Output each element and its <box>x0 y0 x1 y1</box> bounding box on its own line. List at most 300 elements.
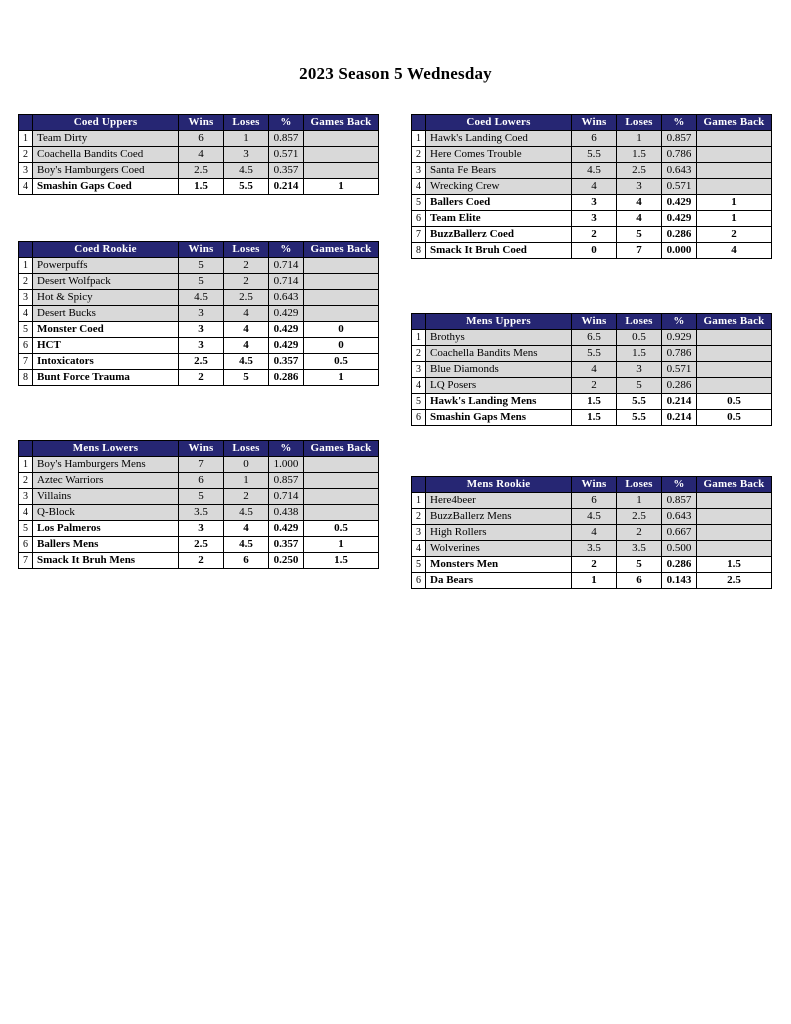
row-team-name: Boy's Hamburgers Coed <box>33 163 179 179</box>
row-wins: 4 <box>572 525 617 541</box>
row-pct: 0.857 <box>662 131 697 147</box>
row-pct: 0.786 <box>662 346 697 362</box>
table-row <box>19 457 379 473</box>
row-team-name: BuzzBallerz Mens <box>426 509 572 525</box>
header-rank <box>412 314 426 330</box>
table-row <box>19 322 379 338</box>
row-wins: 2 <box>179 370 224 386</box>
header-pct: % <box>269 115 304 131</box>
table-row <box>412 179 772 195</box>
row-pct: 0.857 <box>269 131 304 147</box>
row-games-back <box>304 473 379 489</box>
row-wins: 1.5 <box>572 410 617 426</box>
row-loses: 4 <box>224 338 269 354</box>
row-games-back <box>304 457 379 473</box>
row-team-name: Hawk's Landing Mens <box>426 394 572 410</box>
table-row <box>19 354 379 370</box>
row-rank: 3 <box>19 290 33 306</box>
row-wins: 3 <box>179 338 224 354</box>
row-pct: 0.214 <box>269 179 304 195</box>
table-body <box>412 477 772 589</box>
standings-table-coed-uppers <box>18 114 379 195</box>
table-row <box>19 473 379 489</box>
row-wins: 6 <box>572 493 617 509</box>
row-wins: 2.5 <box>179 354 224 370</box>
row-wins: 2 <box>179 553 224 569</box>
row-pct: 0.667 <box>662 525 697 541</box>
header-rank <box>412 477 426 493</box>
row-wins: 4 <box>179 147 224 163</box>
row-games-back: 1 <box>304 537 379 553</box>
row-team-name: Villains <box>33 489 179 505</box>
standings-table-coed-rookie <box>18 241 379 386</box>
table-body <box>412 314 772 426</box>
row-team-name: Powerpuffs <box>33 258 179 274</box>
row-rank: 5 <box>19 521 33 537</box>
row-games-back <box>304 489 379 505</box>
row-loses: 2 <box>224 258 269 274</box>
row-team-name: HCT <box>33 338 179 354</box>
table-row <box>412 378 772 394</box>
row-loses: 5 <box>617 378 662 394</box>
row-wins: 0 <box>572 243 617 259</box>
row-team-name: Coachella Bandits Coed <box>33 147 179 163</box>
row-rank: 5 <box>412 557 426 573</box>
row-team-name: Here Comes Trouble <box>426 147 572 163</box>
row-games-back: 0.5 <box>697 394 772 410</box>
row-wins: 1.5 <box>179 179 224 195</box>
row-wins: 4.5 <box>179 290 224 306</box>
header-loses: Loses <box>617 477 662 493</box>
row-team-name: Hawk's Landing Coed <box>426 131 572 147</box>
row-loses: 6 <box>224 553 269 569</box>
row-rank: 1 <box>412 131 426 147</box>
row-games-back: 0 <box>304 338 379 354</box>
row-team-name: Here4beer <box>426 493 572 509</box>
row-wins: 6.5 <box>572 330 617 346</box>
row-pct: 0.286 <box>269 370 304 386</box>
row-team-name: BuzzBallerz Coed <box>426 227 572 243</box>
row-pct: 0.286 <box>662 227 697 243</box>
table-row <box>19 290 379 306</box>
table-row <box>412 362 772 378</box>
header-rank <box>19 242 33 258</box>
row-rank: 7 <box>19 553 33 569</box>
row-rank: 6 <box>19 338 33 354</box>
row-team-name: Ballers Coed <box>426 195 572 211</box>
row-loses: 1.5 <box>617 147 662 163</box>
row-wins: 7 <box>179 457 224 473</box>
row-team-name: Desert Bucks <box>33 306 179 322</box>
row-team-name: Desert Wolfpack <box>33 274 179 290</box>
row-loses: 2.5 <box>224 290 269 306</box>
header-rank <box>19 441 33 457</box>
header-wins: Wins <box>572 477 617 493</box>
header-division: Mens Rookie <box>426 477 572 493</box>
table-row <box>412 346 772 362</box>
row-pct: 1.000 <box>269 457 304 473</box>
row-team-name: Boy's Hamburgers Mens <box>33 457 179 473</box>
header-wins: Wins <box>572 314 617 330</box>
header-division: Coed Lowers <box>426 115 572 131</box>
row-games-back <box>697 493 772 509</box>
table-row <box>19 370 379 386</box>
header-loses: Loses <box>617 314 662 330</box>
row-pct: 0.429 <box>662 211 697 227</box>
row-team-name: Brothys <box>426 330 572 346</box>
row-rank: 7 <box>19 354 33 370</box>
row-loses: 0.5 <box>617 330 662 346</box>
table-row <box>19 131 379 147</box>
row-pct: 0.857 <box>662 493 697 509</box>
row-pct: 0.438 <box>269 505 304 521</box>
row-loses: 2 <box>224 274 269 290</box>
row-team-name: Wrecking Crew <box>426 179 572 195</box>
row-rank: 8 <box>412 243 426 259</box>
row-rank: 3 <box>412 163 426 179</box>
row-rank: 4 <box>412 179 426 195</box>
row-games-back: 4 <box>697 243 772 259</box>
row-pct: 0.357 <box>269 163 304 179</box>
row-pct: 0.429 <box>269 306 304 322</box>
row-games-back <box>697 541 772 557</box>
row-pct: 0.643 <box>662 509 697 525</box>
row-pct: 0.714 <box>269 258 304 274</box>
row-games-back: 2 <box>697 227 772 243</box>
row-wins: 5 <box>179 489 224 505</box>
row-wins: 1.5 <box>572 394 617 410</box>
row-team-name: Ballers Mens <box>33 537 179 553</box>
header-pct: % <box>662 314 697 330</box>
table-row <box>19 179 379 195</box>
row-team-name: Intoxicators <box>33 354 179 370</box>
table-row <box>19 274 379 290</box>
row-games-back <box>304 258 379 274</box>
row-team-name: Los Palmeros <box>33 521 179 537</box>
row-loses: 3 <box>224 147 269 163</box>
table-row <box>19 489 379 505</box>
row-loses: 4.5 <box>224 354 269 370</box>
table-row <box>412 195 772 211</box>
row-loses: 2.5 <box>617 509 662 525</box>
row-loses: 4 <box>224 521 269 537</box>
row-pct: 0.357 <box>269 537 304 553</box>
table-body <box>19 242 379 386</box>
header-loses: Loses <box>224 242 269 258</box>
row-rank: 2 <box>19 147 33 163</box>
row-pct: 0.857 <box>269 473 304 489</box>
table-row <box>19 306 379 322</box>
row-loses: 6 <box>617 573 662 589</box>
row-games-back: 1 <box>697 195 772 211</box>
row-loses: 4.5 <box>224 537 269 553</box>
row-games-back: 1 <box>304 179 379 195</box>
row-games-back <box>697 179 772 195</box>
table-header-row <box>19 441 379 457</box>
row-rank: 3 <box>19 489 33 505</box>
row-team-name: Team Elite <box>426 211 572 227</box>
row-loses: 4 <box>224 306 269 322</box>
row-games-back <box>697 346 772 362</box>
header-games-back: Games Back <box>304 441 379 457</box>
row-loses: 5 <box>224 370 269 386</box>
row-rank: 6 <box>19 537 33 553</box>
row-games-back <box>697 163 772 179</box>
row-rank: 2 <box>412 509 426 525</box>
table-row <box>412 227 772 243</box>
row-pct: 0.143 <box>662 573 697 589</box>
row-pct: 0.429 <box>269 322 304 338</box>
row-rank: 5 <box>19 322 33 338</box>
row-games-back: 0 <box>304 322 379 338</box>
table-row <box>19 258 379 274</box>
header-division: Mens Lowers <box>33 441 179 457</box>
row-rank: 4 <box>412 541 426 557</box>
header-division: Mens Uppers <box>426 314 572 330</box>
table-row <box>412 410 772 426</box>
header-pct: % <box>269 441 304 457</box>
row-rank: 6 <box>412 573 426 589</box>
row-loses: 1 <box>224 131 269 147</box>
row-loses: 2.5 <box>617 163 662 179</box>
row-loses: 0 <box>224 457 269 473</box>
row-team-name: Smack It Bruh Coed <box>426 243 572 259</box>
row-team-name: Wolverines <box>426 541 572 557</box>
header-pct: % <box>662 115 697 131</box>
header-wins: Wins <box>179 441 224 457</box>
table-body <box>412 115 772 259</box>
row-loses: 1.5 <box>617 346 662 362</box>
row-games-back: 0.5 <box>304 521 379 537</box>
row-loses: 3.5 <box>617 541 662 557</box>
row-wins: 3 <box>179 521 224 537</box>
row-games-back <box>697 525 772 541</box>
row-rank: 3 <box>412 362 426 378</box>
row-pct: 0.286 <box>662 557 697 573</box>
page-title: 2023 Season 5 Wednesday <box>299 64 492 83</box>
header-games-back: Games Back <box>697 115 772 131</box>
row-wins: 4 <box>572 362 617 378</box>
row-pct: 0.214 <box>662 394 697 410</box>
table-row <box>412 541 772 557</box>
table-row <box>412 394 772 410</box>
header-division: Coed Rookie <box>33 242 179 258</box>
row-rank: 4 <box>19 179 33 195</box>
row-wins: 5.5 <box>572 147 617 163</box>
row-pct: 0.250 <box>269 553 304 569</box>
table-row <box>412 163 772 179</box>
row-games-back: 1 <box>304 370 379 386</box>
row-wins: 4.5 <box>572 163 617 179</box>
row-rank: 6 <box>412 211 426 227</box>
table-header-row <box>19 115 379 131</box>
header-loses: Loses <box>617 115 662 131</box>
row-team-name: Smack It Bruh Mens <box>33 553 179 569</box>
row-games-back <box>697 378 772 394</box>
table-body <box>19 115 379 195</box>
standings-table-mens-uppers <box>411 313 772 426</box>
row-wins: 4.5 <box>572 509 617 525</box>
row-rank: 2 <box>19 473 33 489</box>
row-team-name: Aztec Warriors <box>33 473 179 489</box>
table-row <box>412 557 772 573</box>
table-row <box>412 573 772 589</box>
row-loses: 5 <box>617 227 662 243</box>
row-loses: 3 <box>617 362 662 378</box>
row-games-back: 0.5 <box>304 354 379 370</box>
row-pct: 0.571 <box>269 147 304 163</box>
row-rank: 1 <box>412 493 426 509</box>
row-team-name: Da Bears <box>426 573 572 589</box>
row-wins: 3 <box>179 306 224 322</box>
row-rank: 4 <box>19 306 33 322</box>
row-pct: 0.286 <box>662 378 697 394</box>
table-body <box>19 441 379 569</box>
header-division: Coed Uppers <box>33 115 179 131</box>
row-team-name: High Rollers <box>426 525 572 541</box>
row-wins: 6 <box>572 131 617 147</box>
row-rank: 7 <box>412 227 426 243</box>
table-row <box>412 525 772 541</box>
row-loses: 5.5 <box>617 410 662 426</box>
header-rank <box>412 115 426 131</box>
row-wins: 5 <box>179 258 224 274</box>
row-wins: 1 <box>572 573 617 589</box>
header-pct: % <box>662 477 697 493</box>
table-row <box>19 505 379 521</box>
row-wins: 2 <box>572 378 617 394</box>
row-games-back <box>697 147 772 163</box>
row-team-name: Monster Coed <box>33 322 179 338</box>
table-row <box>412 493 772 509</box>
row-loses: 1 <box>617 493 662 509</box>
row-team-name: Team Dirty <box>33 131 179 147</box>
row-rank: 2 <box>412 147 426 163</box>
table-row <box>412 147 772 163</box>
header-wins: Wins <box>179 242 224 258</box>
row-wins: 2 <box>572 557 617 573</box>
row-wins: 5 <box>179 274 224 290</box>
row-games-back <box>304 290 379 306</box>
row-loses: 5.5 <box>617 394 662 410</box>
row-games-back <box>697 362 772 378</box>
row-games-back <box>304 163 379 179</box>
row-games-back: 1.5 <box>304 553 379 569</box>
row-loses: 4.5 <box>224 163 269 179</box>
row-pct: 0.786 <box>662 147 697 163</box>
table-row <box>19 163 379 179</box>
row-loses: 5.5 <box>224 179 269 195</box>
header-wins: Wins <box>572 115 617 131</box>
standings-table-mens-lowers <box>18 440 379 569</box>
row-rank: 5 <box>412 195 426 211</box>
row-wins: 3 <box>572 195 617 211</box>
row-team-name: Hot & Spicy <box>33 290 179 306</box>
row-rank: 6 <box>412 410 426 426</box>
row-games-back <box>304 505 379 521</box>
table-row <box>412 330 772 346</box>
row-loses: 4 <box>224 322 269 338</box>
row-rank: 2 <box>412 346 426 362</box>
row-loses: 2 <box>224 489 269 505</box>
table-header-row <box>412 477 772 493</box>
table-row <box>412 509 772 525</box>
row-loses: 2 <box>617 525 662 541</box>
row-team-name: Santa Fe Bears <box>426 163 572 179</box>
table-row <box>19 338 379 354</box>
header-wins: Wins <box>179 115 224 131</box>
row-wins: 2 <box>572 227 617 243</box>
row-games-back <box>697 330 772 346</box>
row-games-back <box>697 131 772 147</box>
header-games-back: Games Back <box>304 115 379 131</box>
header-loses: Loses <box>224 441 269 457</box>
row-loses: 1 <box>224 473 269 489</box>
header-pct: % <box>269 242 304 258</box>
standings-table-mens-rookie <box>411 476 772 589</box>
row-loses: 5 <box>617 557 662 573</box>
row-loses: 1 <box>617 131 662 147</box>
row-team-name: Q-Block <box>33 505 179 521</box>
row-loses: 4 <box>617 195 662 211</box>
row-games-back <box>304 147 379 163</box>
row-rank: 1 <box>19 457 33 473</box>
row-wins: 5.5 <box>572 346 617 362</box>
row-wins: 4 <box>572 179 617 195</box>
table-row <box>19 537 379 553</box>
row-rank: 8 <box>19 370 33 386</box>
row-pct: 0.714 <box>269 274 304 290</box>
row-loses: 4 <box>617 211 662 227</box>
table-row <box>19 521 379 537</box>
row-loses: 7 <box>617 243 662 259</box>
row-pct: 0.643 <box>269 290 304 306</box>
row-pct: 0.714 <box>269 489 304 505</box>
row-rank: 3 <box>412 525 426 541</box>
row-games-back: 2.5 <box>697 573 772 589</box>
row-pct: 0.357 <box>269 354 304 370</box>
row-team-name: Bunt Force Trauma <box>33 370 179 386</box>
table-row <box>19 147 379 163</box>
row-games-back: 1 <box>697 211 772 227</box>
row-rank: 5 <box>412 394 426 410</box>
row-pct: 0.429 <box>269 521 304 537</box>
row-pct: 0.929 <box>662 330 697 346</box>
row-rank: 1 <box>19 131 33 147</box>
row-team-name: Smashin Gaps Coed <box>33 179 179 195</box>
row-games-back <box>304 274 379 290</box>
row-wins: 6 <box>179 131 224 147</box>
row-games-back <box>304 306 379 322</box>
row-pct: 0.429 <box>662 195 697 211</box>
row-wins: 3 <box>572 211 617 227</box>
table-header-row <box>412 314 772 330</box>
row-team-name: Blue Diamonds <box>426 362 572 378</box>
row-pct: 0.571 <box>662 179 697 195</box>
row-pct: 0.214 <box>662 410 697 426</box>
table-header-row <box>19 242 379 258</box>
header-loses: Loses <box>224 115 269 131</box>
row-loses: 4.5 <box>224 505 269 521</box>
header-games-back: Games Back <box>304 242 379 258</box>
row-rank: 1 <box>19 258 33 274</box>
row-rank: 1 <box>412 330 426 346</box>
row-wins: 2.5 <box>179 163 224 179</box>
row-wins: 3.5 <box>179 505 224 521</box>
header-games-back: Games Back <box>697 314 772 330</box>
standings-table-coed-lowers <box>411 114 772 259</box>
header-rank <box>19 115 33 131</box>
